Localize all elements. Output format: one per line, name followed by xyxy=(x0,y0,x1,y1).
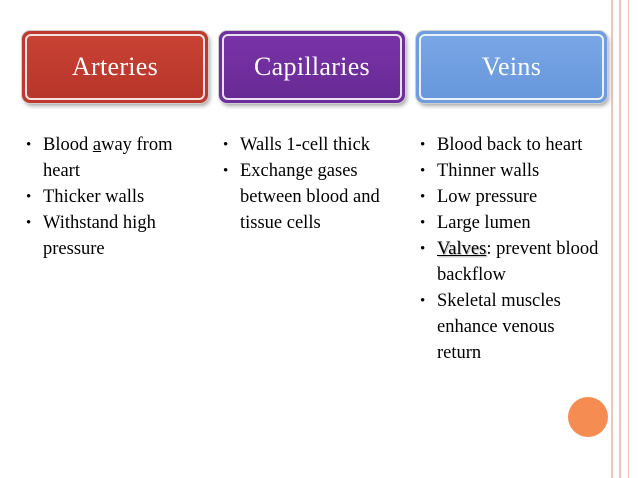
decorative-circle-icon xyxy=(568,397,608,437)
arteries-header xyxy=(22,31,208,103)
veins-header-label: Veins xyxy=(481,52,542,81)
arteries-list xyxy=(24,132,208,262)
capillaries-header xyxy=(219,31,405,103)
list-item xyxy=(221,158,407,236)
list-item xyxy=(418,236,603,288)
capillaries-list xyxy=(221,132,407,236)
list-item xyxy=(24,184,208,210)
bullet-icon: • xyxy=(420,163,426,179)
list-item xyxy=(418,132,603,158)
list-item xyxy=(24,210,208,262)
arteries-header-label: Arteries xyxy=(71,52,159,81)
capillaries-item-1: Walls 1-cell thick xyxy=(240,135,371,155)
capillaries-item-2: Exchange gases between blood and tissue cells xyxy=(240,161,380,233)
bullet-icon: • xyxy=(420,189,426,205)
list-item xyxy=(418,210,603,236)
arteries-item-2: Thicker walls xyxy=(43,187,145,207)
arteries-item-1-underlined: a xyxy=(92,135,102,155)
bullet-icon: • xyxy=(223,137,229,153)
bullet-icon: • xyxy=(26,189,32,205)
list-item xyxy=(418,288,603,366)
veins-item-1: Blood back to heart xyxy=(437,135,583,155)
bullet-icon: • xyxy=(420,137,426,153)
decorative-edge-line xyxy=(628,0,629,478)
capillaries-header-label: Capillaries xyxy=(254,52,370,81)
veins-item-2: Thinner walls xyxy=(437,161,540,181)
arteries-item-1-post: way from heart xyxy=(43,135,173,181)
bullet-icon: • xyxy=(420,241,426,257)
bullet-icon: • xyxy=(420,293,426,309)
bullet-icon: • xyxy=(26,215,32,231)
decorative-edge-line xyxy=(619,0,621,478)
bullet-icon: • xyxy=(420,215,426,231)
veins-header xyxy=(416,31,607,103)
veins-item-5-post: : prevent blood backflow xyxy=(437,239,599,285)
veins-item-5-underlined: Valves xyxy=(437,239,487,259)
veins-item-6: Skeletal muscles enhance venous return xyxy=(437,291,561,363)
list-item xyxy=(24,132,208,184)
bullet-icon: • xyxy=(26,137,32,153)
list-item xyxy=(418,158,603,184)
veins-item-3: Low pressure xyxy=(437,187,538,207)
veins-item-4: Large lumen xyxy=(437,213,531,233)
list-item xyxy=(221,132,407,158)
bullet-icon: • xyxy=(223,163,229,179)
decorative-edge-line xyxy=(611,0,613,478)
veins-list xyxy=(418,132,603,366)
list-item xyxy=(418,184,603,210)
arteries-item-3: Withstand high pressure xyxy=(43,213,156,259)
arteries-item-1-pre: Blood xyxy=(43,135,93,155)
